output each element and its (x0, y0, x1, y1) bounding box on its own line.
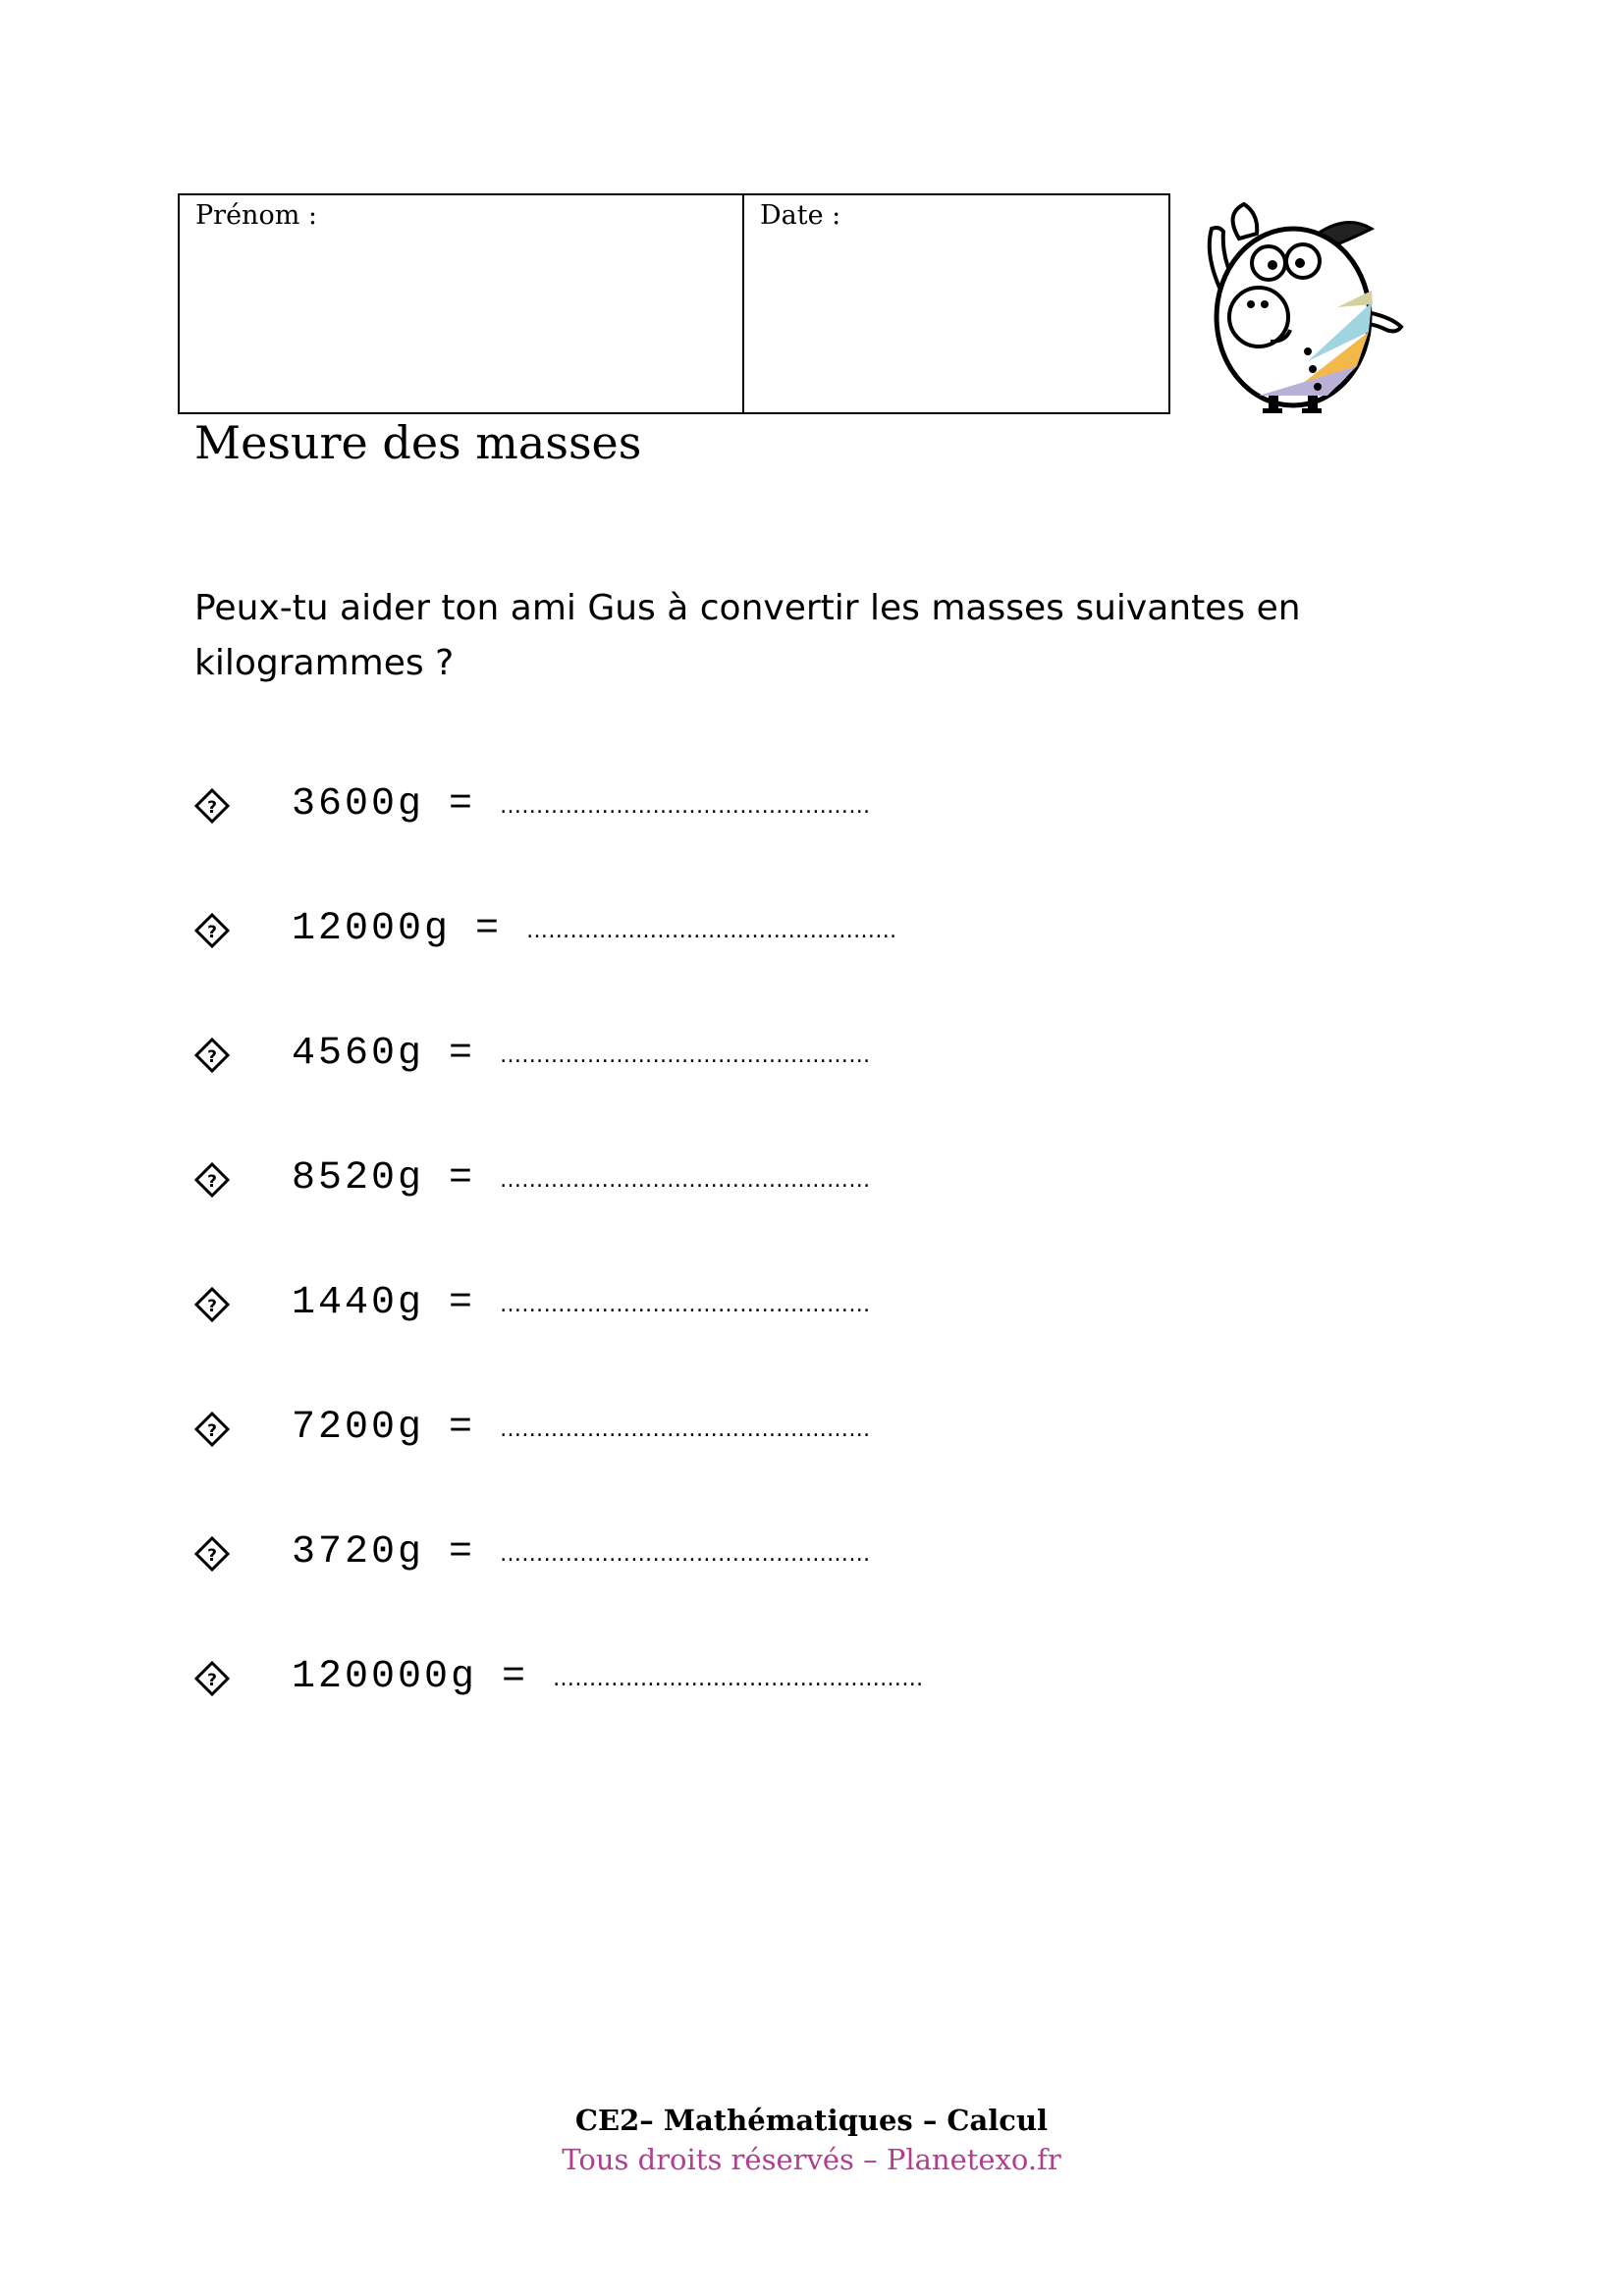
svg-text:?: ? (207, 1546, 217, 1566)
svg-text:?: ? (207, 1421, 217, 1441)
equals-sign: = (449, 1406, 473, 1450)
mass-value: 8520g (292, 1156, 425, 1201)
instruction-text: Peux-tu aider ton ami Gus à convertir les masses suivantes en kilogrammes ? (194, 588, 1301, 683)
svg-text:?: ? (207, 798, 217, 818)
list-item (194, 1149, 923, 1274)
page-title: Mesure des masses (194, 416, 642, 469)
answer-field[interactable]: …………………………………………… (500, 1043, 871, 1068)
equals-sign: = (502, 1655, 526, 1699)
footer (0, 2101, 1623, 2179)
footer-rights: Tous droits réservés – Planetexo.fr (562, 2143, 1061, 2176)
equals-sign: = (449, 1530, 473, 1575)
mass-value: 1440g (292, 1281, 425, 1325)
equals-sign: = (475, 907, 500, 951)
answer-field[interactable]: …………………………………………… (500, 1293, 871, 1317)
answer-field[interactable]: …………………………………………… (553, 1667, 924, 1691)
list-item (194, 775, 923, 900)
mass-value: 120000g (292, 1655, 478, 1699)
gus-mascot-icon (1200, 194, 1411, 415)
equals-sign: = (449, 1032, 473, 1076)
equals-sign: = (449, 1156, 473, 1201)
footer-subject: CE2– Mathématiques – Calcul (574, 2104, 1049, 2137)
list-item (194, 900, 923, 1025)
diamond-question-icon (194, 1536, 230, 1572)
mass-value: 4560g (292, 1032, 425, 1076)
exercise-list (194, 775, 923, 1773)
name-cell[interactable] (180, 195, 744, 412)
equals-sign: = (449, 782, 473, 827)
date-label: Date : (760, 200, 841, 231)
answer-field[interactable]: …………………………………………… (526, 919, 897, 943)
svg-text:?: ? (207, 1671, 217, 1690)
list-item (194, 1399, 923, 1523)
diamond-question-icon (194, 1162, 230, 1198)
mass-value: 3720g (292, 1530, 425, 1575)
svg-text:?: ? (207, 1297, 217, 1316)
diamond-question-icon (194, 1412, 230, 1447)
mass-value: 7200g (292, 1406, 425, 1450)
mass-value: 12000g (292, 907, 452, 951)
header-table (178, 193, 1170, 414)
equals-sign: = (449, 1281, 473, 1325)
diamond-question-icon (194, 913, 230, 948)
date-cell[interactable] (744, 195, 1168, 412)
answer-field[interactable]: …………………………………………… (500, 1168, 871, 1193)
diamond-question-icon (194, 1661, 230, 1696)
list-item (194, 1648, 923, 1773)
answer-field[interactable]: …………………………………………… (500, 1542, 871, 1567)
diamond-question-icon (194, 788, 230, 824)
answer-field[interactable]: …………………………………………… (500, 1417, 871, 1442)
list-item (194, 1274, 923, 1399)
diamond-question-icon (194, 1287, 230, 1322)
svg-text:?: ? (207, 1047, 217, 1067)
svg-text:?: ? (207, 923, 217, 942)
list-item (194, 1523, 923, 1648)
list-item (194, 1025, 923, 1149)
diamond-question-icon (194, 1038, 230, 1073)
answer-field[interactable]: …………………………………………… (500, 794, 871, 819)
mass-value: 3600g (292, 782, 425, 827)
name-label: Prénom : (195, 200, 317, 231)
svg-text:?: ? (207, 1172, 217, 1192)
